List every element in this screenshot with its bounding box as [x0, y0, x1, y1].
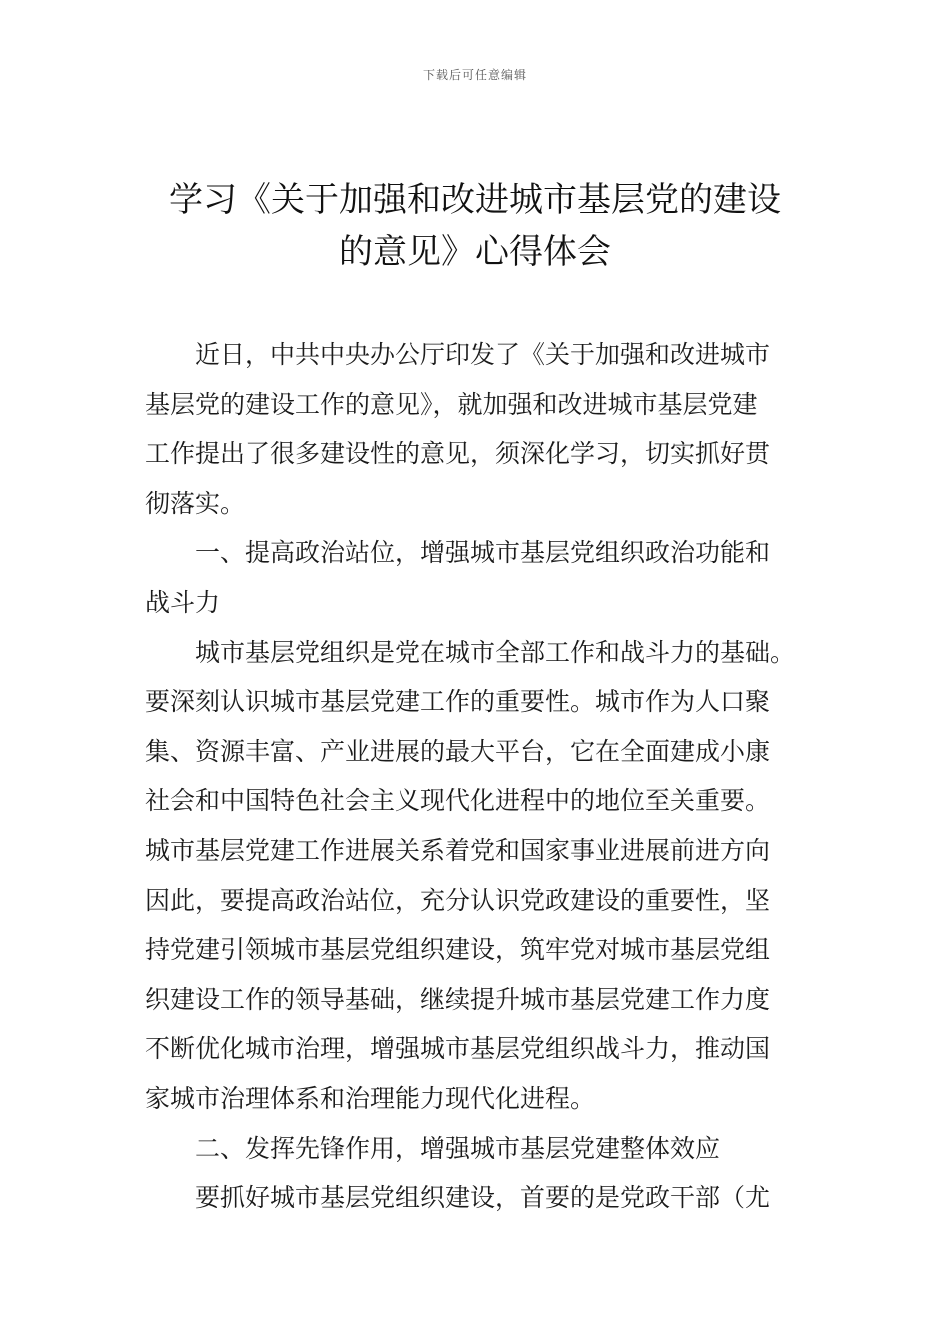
document-body — [145, 330, 835, 1223]
section-heading-line: 一、提高政治站位，增强城市基层党组织政治功能和 — [195, 538, 771, 568]
paragraph-line: 集、资源丰富、产业进展的最大平台，它在全面建成小康 — [145, 736, 771, 766]
section-heading-line: 战斗力 — [145, 587, 221, 617]
paragraph-line: 彻落实。 — [145, 488, 246, 518]
paragraph-line: 城市基层党组织是党在城市全部工作和战斗力的基础。 — [195, 637, 796, 667]
title-line-2: 的意见》心得体会 — [339, 232, 611, 272]
paragraph-line: 不断优化城市治理，增强城市基层党组织战斗力，推动国 — [145, 1034, 771, 1064]
paragraph-line: 工作提出了很多建设性的意见，须深化学习，切实抓好贯 — [145, 439, 771, 469]
paragraph-line: 要深刻认识城市基层党建工作的重要性。城市作为人口聚 — [145, 687, 771, 717]
paragraph-line: 要抓好城市基层党组织建设，首要的是党政干部（尤 — [195, 1183, 771, 1213]
title-line-1: 学习《关于加强和改进城市基层党的建设 — [169, 180, 781, 220]
paragraph-line: 织建设工作的领导基础，继续提升城市基层党建工作力度 — [145, 984, 771, 1014]
paragraph-line: 社会和中国特色社会主义现代化进程中的地位至关重要。 — [145, 786, 771, 816]
section-heading-line: 二、发挥先锋作用，增强城市基层党建整体效应 — [195, 1133, 721, 1163]
paragraph-line: 持党建引领城市基层党组织建设，筑牢党对城市基层党组 — [145, 935, 771, 965]
paragraph-line: 基层党的建设工作的意见》，就加强和改进城市基层党建 — [145, 389, 758, 419]
document-title — [100, 174, 850, 278]
paragraph-line: 城市基层党建工作进展关系着党和国家事业进展前进方向 — [145, 835, 771, 865]
paragraph-line: 因此，要提高政治站位，充分认识党政建设的重要性，坚 — [145, 885, 771, 915]
header-note: 下载后可任意编辑 — [422, 68, 527, 82]
paragraph-line: 家城市治理体系和治理能力现代化进程。 — [145, 1083, 596, 1113]
paragraph-line: 近日，中共中央办公厅印发了《关于加强和改进城市 — [195, 340, 771, 369]
